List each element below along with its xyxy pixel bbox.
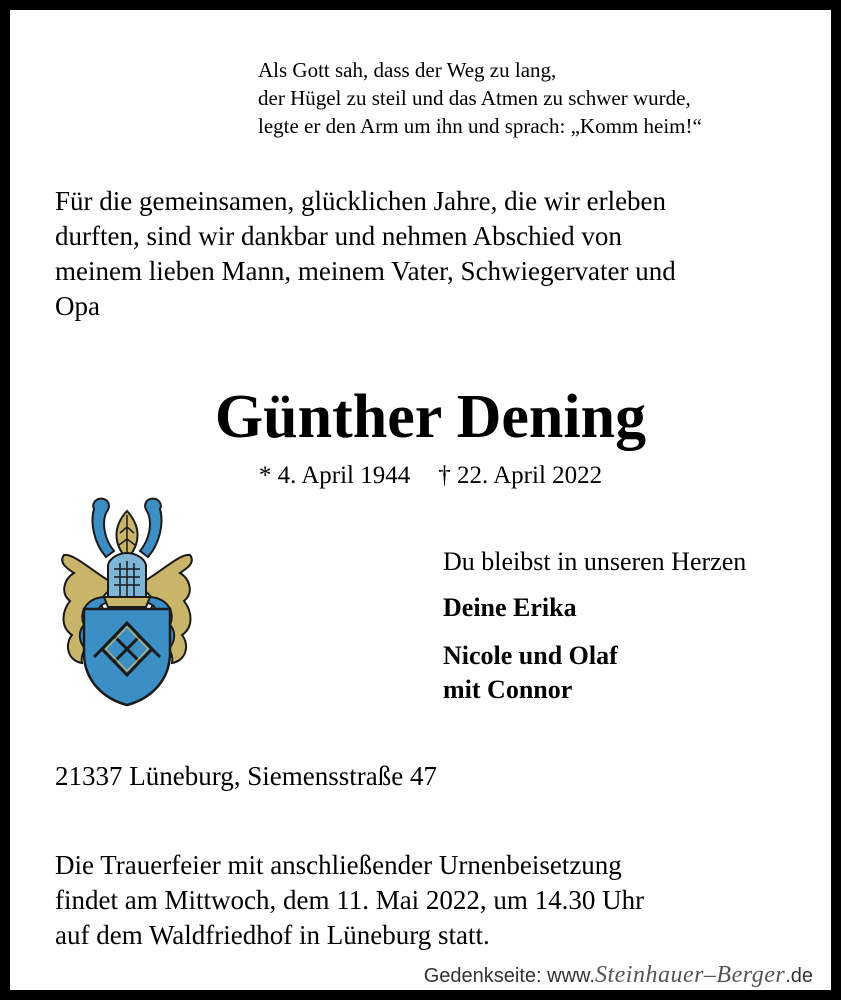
intro-line: durften, sind wir dankbar und nehmen Abschied von — [55, 221, 622, 251]
intro-line: meinem lieben Mann, meinem Vater, Schwiegervater und — [55, 256, 676, 286]
shield — [84, 609, 170, 705]
memorial-page-link[interactable] — [424, 960, 813, 991]
mourners-block — [443, 545, 746, 707]
service-line: findet am Mittwoch, dem 11. Mai 2022, um 14.30 Uhr — [55, 885, 645, 915]
poem — [258, 56, 702, 140]
intro-line: Für die gemeinsamen, glücklichen Jahre, die wir erleben — [55, 186, 667, 216]
footer-suffix: .de — [785, 965, 813, 987]
mourner-wife: Deine Erika — [443, 593, 577, 622]
intro-text — [55, 184, 815, 324]
birth-date: * 4. April 1944 — [258, 462, 411, 489]
poem-line: Als Gott sah, dass der Weg zu lang, — [258, 58, 557, 82]
helmet — [104, 553, 150, 607]
address: 21337 Lüneburg, Siemensstraße 47 — [55, 761, 437, 791]
coat-of-arms-icon — [54, 493, 200, 709]
poem-line: legte er den Arm um ihn und sprach: „Komm heim!“ — [258, 114, 702, 138]
life-dates — [10, 460, 841, 492]
brand-logo: Steinhauer–Berger — [594, 962, 786, 988]
intro-line: Opa — [55, 291, 100, 321]
service-info — [55, 848, 815, 953]
crest-top — [93, 499, 162, 559]
service-line: auf dem Waldfriedhof in Lüneburg statt. — [55, 920, 490, 950]
mourner-grandchild: mit Connor — [443, 675, 573, 704]
death-date: † 22. April 2022 — [438, 462, 603, 489]
tagline: Du bleibst in unseren Herzen — [443, 547, 747, 576]
mourner-children: Nicole und Olaf — [443, 641, 618, 670]
service-line: Die Trauerfeier mit anschließender Urnenbeisetzung — [55, 850, 622, 880]
deceased-name: Günther Dening — [214, 383, 647, 451]
poem-line: der Hügel zu steil und das Atmen zu schwer wurde, — [258, 86, 691, 110]
footer-prefix: Gedenkseite: www. — [423, 965, 595, 987]
